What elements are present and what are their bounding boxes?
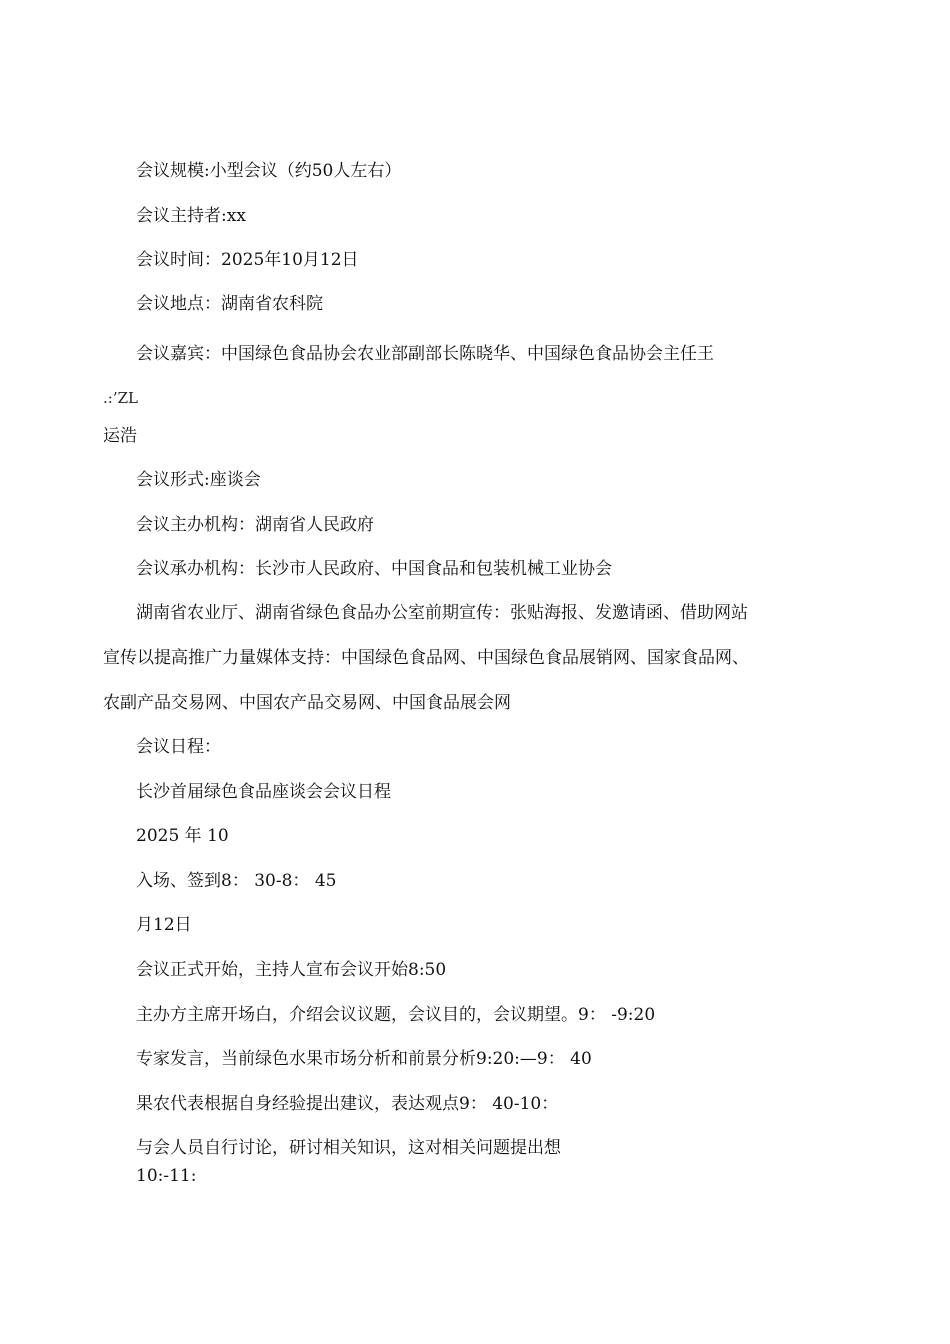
meeting-venue: 会议地点：湖南省农科院 xyxy=(136,294,323,314)
schedule-title: 长沙首届绿色食品座谈会会议日程 xyxy=(136,782,391,802)
publicity-line-1: 湖南省农业厅、湖南省绿色食品办公室前期宣传：张贴海报、发邀请函、借助网站 xyxy=(136,603,748,623)
meeting-co-organizer: 会议承办机构：长沙市人民政府、中国食品和包装机械工业协会 xyxy=(136,559,612,579)
meeting-guests: 会议嘉宾：中国绿色食品协会农业部副部长陈晓华、中国绿色食品协会主任王 xyxy=(136,344,714,364)
meeting-format: 会议形式:座谈会 xyxy=(136,470,261,490)
meeting-scale: 会议规模:小型会议（约50人左右） xyxy=(136,161,402,181)
meeting-guests-artifact: .:’ZL xyxy=(103,389,138,407)
schedule-expert: 专家发言，当前绿色水果市场分析和前景分析9:20:—9： 40 xyxy=(136,1049,592,1069)
schedule-discussion: 与会人员自行讨论，研讨相关知识，这对相关问题提出想 xyxy=(136,1138,561,1158)
meeting-guests-continued: 运浩 xyxy=(103,426,137,446)
meeting-organizer: 会议主办机构：湖南省人民政府 xyxy=(136,515,374,535)
meeting-host: 会议主持者:xx xyxy=(136,206,246,226)
schedule-heading: 会议日程： xyxy=(136,737,221,757)
schedule-date-part-1: 2025 年 10 xyxy=(136,826,229,846)
publicity-line-3: 农副产品交易网、中国农产品交易网、中国食品展会网 xyxy=(103,693,511,713)
schedule-entry: 入场、签到8： 30-8： 45 xyxy=(136,871,337,891)
meeting-time: 会议时间：2025年10月12日 xyxy=(136,250,359,270)
schedule-date-part-2: 月12日 xyxy=(136,915,192,935)
schedule-start: 会议正式开始，主持人宣布会议开始8:50 xyxy=(136,960,447,980)
schedule-discussion-time: 10:-11: xyxy=(136,1166,197,1186)
publicity-line-2: 宣传以提高推广力量媒体支持：中国绿色食品网、中国绿色食品展销网、国家食品网、 xyxy=(103,648,749,668)
schedule-farmers: 果农代表根据自身经验提出建议，表达观点9： 40-10： xyxy=(136,1094,559,1114)
schedule-opening: 主办方主席开场白，介绍会议议题，会议目的，会议期望。9： -9:20 xyxy=(136,1005,656,1025)
